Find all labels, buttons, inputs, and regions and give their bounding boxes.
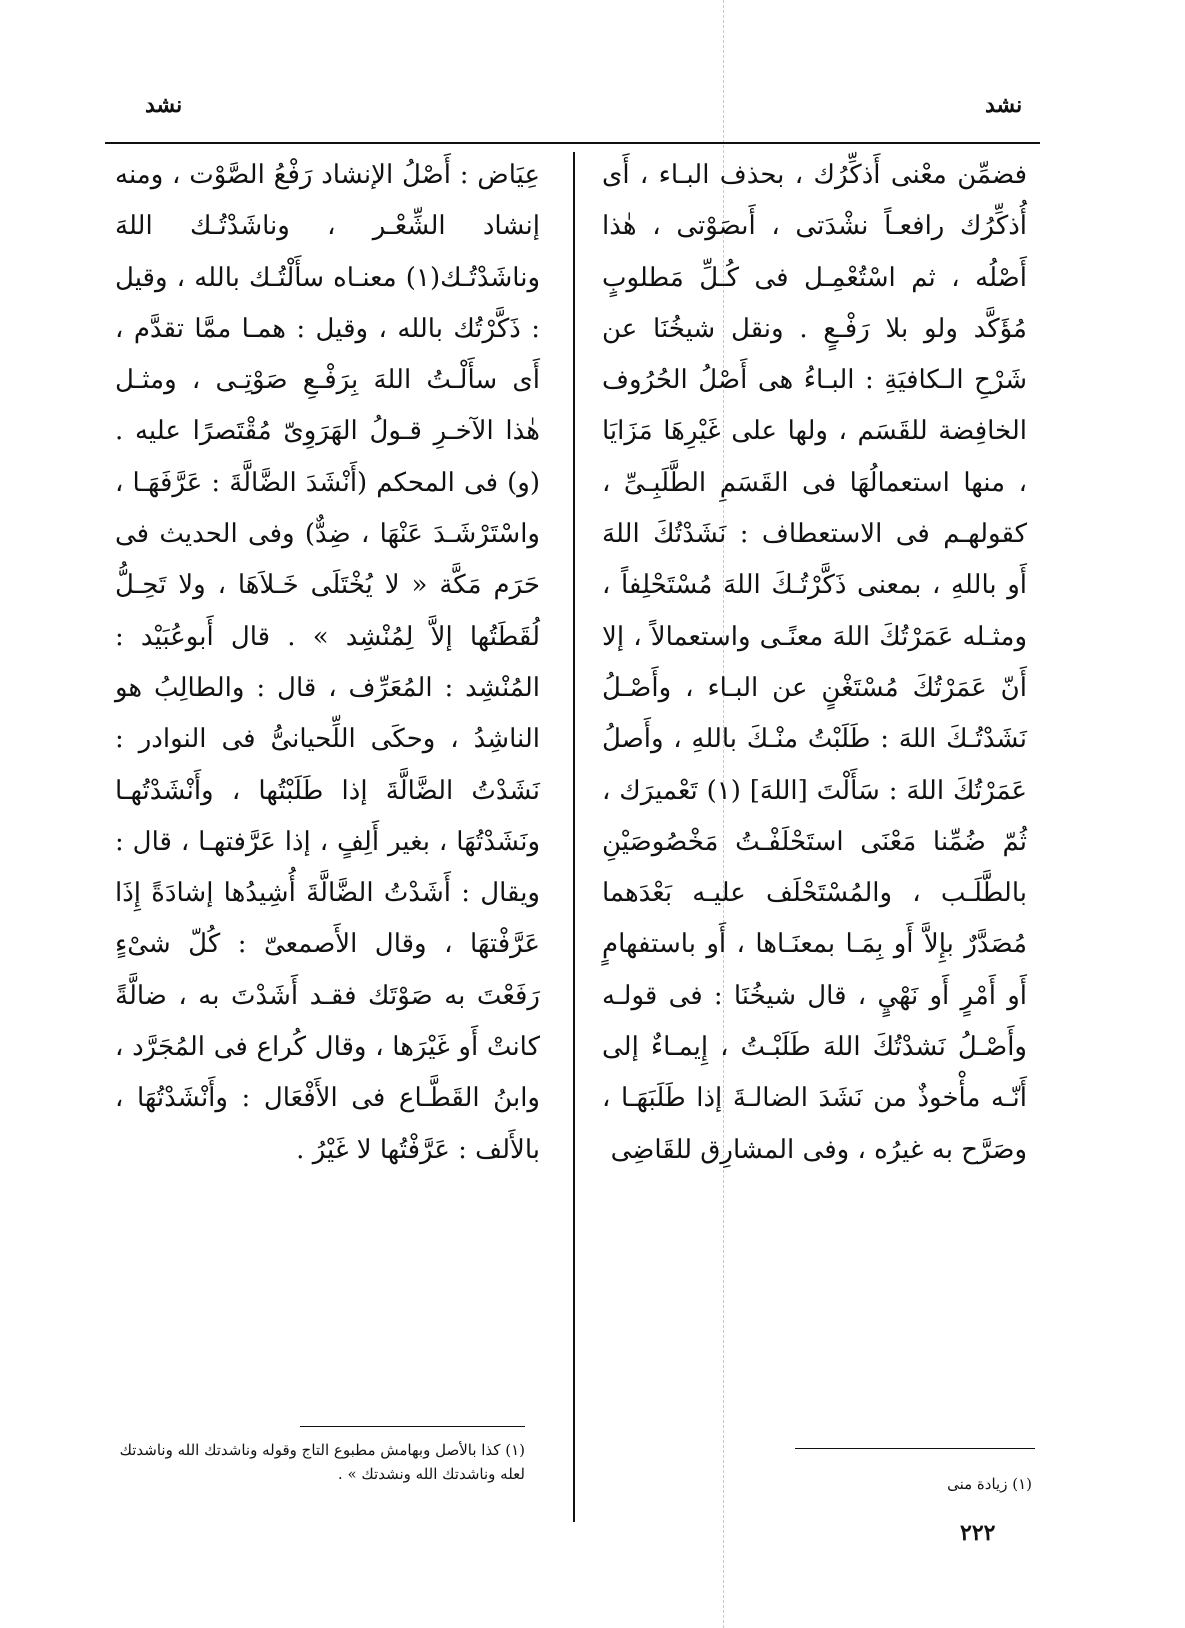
right-column <box>602 150 1027 1176</box>
column-divider <box>573 152 575 1522</box>
left-column-text: عِيَاض : أَصْلُ الإنشاد رَفْعُ الصَّوْت ، ومنه إنشاد الشِّعْـر ، وناشَدْتُـك اللهَ وناشَدْتُـك(١) معنـاه سأَلْتُـك بالله ، وقيل : ذَكَّرْتُك بالله ، وقيل : همـا ممَّا تقدَّم ، أَى سأَلْـتُ اللهَ بِرَفْـعِ صَوْتِـى ، ومثـل هٰذا الآخـرِ قـولُ الهَرَوِىّ مُقْتَصرًا عليه . (و) فى المحكم (أَنْشَدَ الضَّالَّةَ : عَرَّفَهَـا ، واسْتَرْشَـدَ عَنْهَا ، ضِدٌّ) وفى الحديث فى حَرَم مَكَّة « لا يُخْتَلَى خَـلاَهَا ، ولا تَحِـلُّ لُقَطَتُها إلاَّ لِمُنْشِد » . قال أَبوعُبَيْد : المُنْشِد : المُعَرِّف ، قال : والطالِبُ هو الناشِدُ ، وحكَى اللِّحيانىُّ فى النوادر : نَشَدْتُ الضَّالَّةَ إذا طَلَبْتُها ، وأَنْشَدْتُهـا ونَشَدْتُهَا ، بغير أَلِفٍ ، إذا عَرَّفتهـا ، قال : ويقال : أَشَدْتُ الضَّالَّةَ أُشِيدُها إشادَةً إِذَا عَرَّفْتهَا ، وقال الأَصمعىّ : كُلّ شىْءٍ رَفَعْتَ به صَوْتَك فقـد أَشَدْتَ به ، ضالَّةً كانتْ أَو غَيْرَها ، وقال كُراع فى المُجَرَّد ، وابنُ القَطَّـاع فى الأَفْعَال : وأَنْشَدْتُهَا ، بالأَلف : عَرَّفْتُها لا غَيْرُ . <box>115 160 540 1165</box>
running-head-left: نشد <box>145 92 183 118</box>
header-rule <box>105 142 1040 144</box>
footnote-left: (١) كذا بالأصل وبهامش مطبوع التاج وقوله وناشدتك الله وناشدتك لعله وناشدتك الله ونشدتك » . <box>119 1441 525 1483</box>
page-number: ٢٢٢ <box>960 1520 996 1546</box>
footnote-rule-right <box>795 1448 1035 1449</box>
footnote-rule-left <box>300 1426 525 1427</box>
running-head-right: نشد <box>985 92 1023 118</box>
right-column-text: فضمِّن معْنى أَذكِّرُك ، بحذف البـاء ، أَى أُذكِّرُك رافعـاً نشْدَتى ، أَىصَوْتى ، هٰذا أَصْلُه ، ثم اسْتُعْمِـل فى كُـلِّ مَطلوبٍ مُؤَكَّد ولو بلا رَفْـعٍ . ونقل شيخُنَا عن شَرْحِ الـكافيَةِ : البـاءُ هى أَصْلُ الحُرُوف الخافِضة للقَسَم ، ولها على غَيْرِهَا مَزَايَا ، منها استعمالُهَا فى القَسَمِ الطَّلَبِـىِّ ، كقولهـم فى الاستعطاف : نَشَدْتُكَ اللهَ أَو باللهِ ، بمعنى ذَكَّرْتُـكَ اللهَ مُسْتَحْلِفاً ، ومثـله عَمَرْتُكَ اللهَ معنًـى واستعمالاً ، إلا أَنّ عَمَرْتُكَ مُسْتَغْنٍ عن البـاء ، وأَصْـلُ نَشَدْتُـكَ اللهَ : طَلَبْتُ منْـكَ باللهِ ، وأَصلُ عَمَرْتُكَ اللهَ : سَأَلْتَ [اللهَ] (١) تَعْميرَك ، ثُمّ ضُمِّنا مَعْنَى استَحْلَفْـتُ مَخْصُوصَيْنِ بالطَّلَـب ، والمُسْتَحْلَف عليـه بَعْدَهما مُصَدَّرٌ بإِلاَّ أَو بِمَـا بمعنَـاها ، أَو باستفهامٍ أَو أَمْرٍ أَو نَهْيٍ ، قال شيخُنَا : فى قولـه وأَصْـلُ نَشدْتُكَ اللهَ طَلَبْـتُ ، إِيمـاءٌ إلى أَنّـه مأْخوذٌ من نَشَدَ الضالـةَ إذا طَلَبَهَـا ، وصَرَّح به غيرُه ، وفى المشارِق للقَاضِى <box>602 160 1027 1165</box>
footnote-right: (١) زيادة منى <box>947 1475 1032 1493</box>
left-column <box>115 150 540 1176</box>
